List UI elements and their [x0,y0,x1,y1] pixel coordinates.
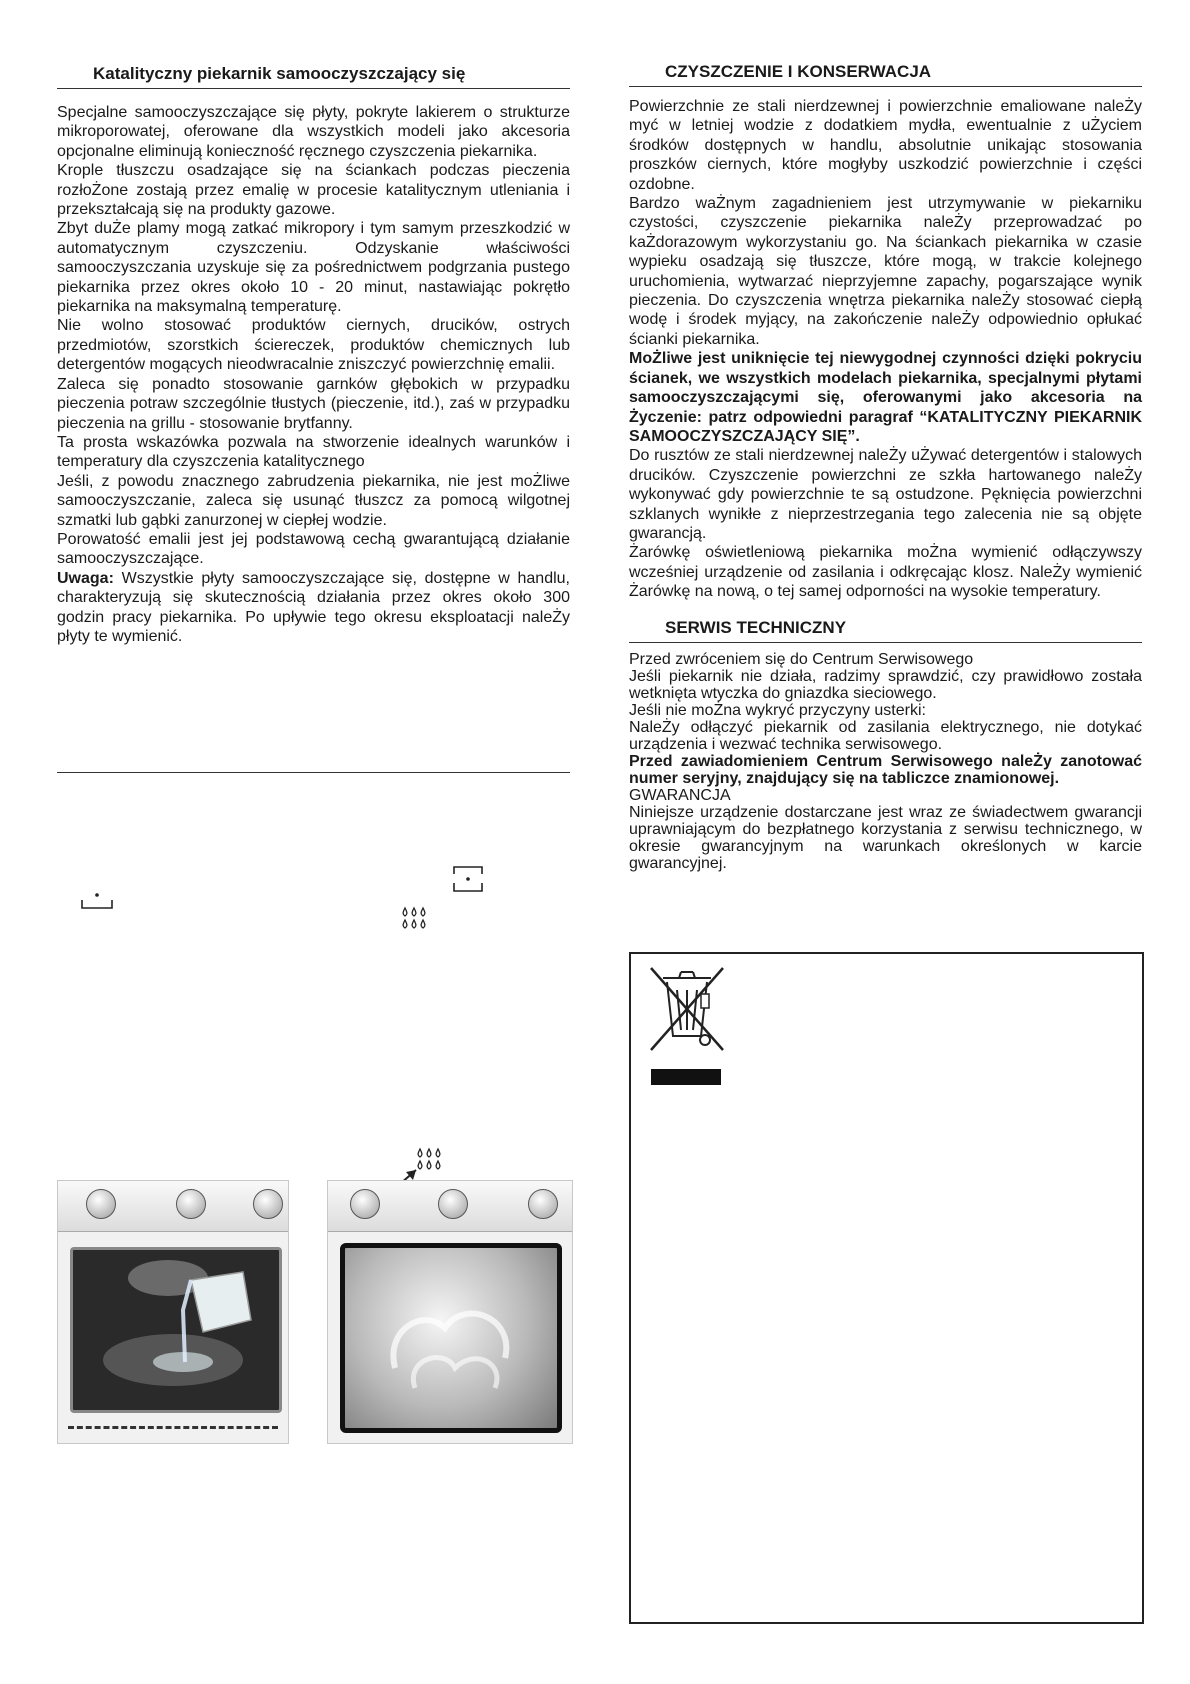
service-line: Przed zwróceniem się do Centrum Serwisowego [629,650,974,668]
service-bold-note: Przed zawiadomieniem Centrum Serwisowego naleŻy zanotować numer seryjny, znajdujący się na tabliczce znamionowej. [629,752,1142,787]
left-paragraph: Zbyt duŻe plamy mogą zatkać mikropory i tym samym przeszkodzić w automatycznym czyszczeniu. Odzyskanie właściwości samooczyszczania uzyskuje się za pośrednictwem podgrzania pustego piekarnika przez okres około 10 - 20 minut, nastawiając pokrętło piekarnika na maksymalną temperaturę. [57,220,570,316]
left-paragraph: Jeśli, z powodu znacznego zabrudzenia piekarnika, nie jest moŻliwe samooczyszczanie, zaleca się usunąć tłuszcz za pomocą wilgotnej szmatki lub gąbki zanurzonej w ciepłej wodzie. [57,472,570,529]
note-text: Wszystkie płyty samooczyszczające się, dostępne w handlu, charakteryzują się skutecznością działania przez okres około 300 godzin pracy piekarnika. Po upływie tego okresu eksploatacji naleŻy płyty te wymienić. [57,569,570,645]
left-paragraph: Specjalne samooczyszczające się płyty, pokryte lakierem o strukturze mikroporowatej, oferowane dla wszystkich modeli jako akcesoria opcjonalne eliminują konieczność ręcznego czyszczenia piekarnika. [57,104,570,160]
oven-knob [528,1189,558,1219]
oven-cavity [70,1247,282,1413]
oven-knob [253,1189,283,1219]
cleaning-bold-paragraph: MoŻliwe jest uniknięcie tej niewygodnej czynności dzięki pokryciu ścianek, we wszystkich modelach piekarnika, specjalnymi płytami samooczyszczającymi się, oferowanymi jako akcesoria na Życzenie: patrz odpowiedni paragraf “KATALITYCZNY PIEKARNIK SAMOOCZYSZCZAJĄCY SIĘ”. [629,350,1142,445]
catalytic-heading: Katalityczny piekarnik samooczyszczający się [57,64,570,89]
left-column [57,64,570,646]
cleaning-paragraph: Powierzchnie ze stali nierdzewnej i powierzchnie emaliowane naleŻy myć w letniej wodzie z dodatkiem mydła, ewentualnie z uŻyciem środków dostępnych w handlu, absolutnie unikając stosowania proszków ciernych, które mogłyby uszkodzić powierzchnie i części ozdobne. [629,98,1142,193]
service-line: Jeśli piekarnik nie działa, radzimy sprawdzić, czy prawidłowo została wetknięta wtyczka do gniazdka sieciowego. [629,667,1142,702]
guarantee-title: GWARANCJA [629,786,731,804]
cleaning-paragraph: Bardzo waŻnym zagadnieniem jest utrzymywanie w piekarniku czystości, czyszczenie piekarnika naleŻy przeprowadzać po kaŻdorazowym wykorzystaniu go. Na ściankach piekarnika w czasie wypieku osadzają się tłuszcze, które mogą, w trakcie kolejnego uruchomienia, wytwarzać nieprzyjemne zapachy, pogarszające wynik pieczenia. Do czyszczenia wnętrza piekarnika naleŻy stosować ciepłą wodę i środek myjący, na zakończenie naleŻy odpowiednio opłukać ścianki piekarnika. [629,195,1142,348]
service-heading: SERWIS TECHNICZNY [629,618,1142,643]
service-line: NaleŻy odłączyć piekarnik od zasilania elektrycznego, nie dotykać urządzenia i wezwać technika serwisowego. [629,718,1142,753]
weee-disposal-box [629,952,1144,1624]
control-panel [58,1181,288,1232]
cleaning-body [629,97,1142,602]
cleaning-paragraph: Żarówkę oświetleniową piekarnika moŻna wymienić odłączywszy wcześniej urządzenie od zasilania i odkręcając klosz. NaleŻy wymienić Żarówkę na nową, o tej samej odporności na wysokie temperatury. [629,544,1142,601]
left-paragraph: Porowatość emalii jest jej podstawową cechą gwarantującą działanie samooczyszczające. [57,530,570,568]
water-jug-icon [73,1250,279,1410]
oven-illustration-pouring [57,1180,289,1444]
oven-illustration-steam [327,1180,573,1444]
left-paragraph: Krople tłuszczu osadzające się na ściankach podczas pieczenia rozłoŻone zostają przez emalię w procesie katalitycznym utleniania i przekształcają się na produkty gazowe. [57,162,570,219]
steam-cloud-icon [345,1248,557,1428]
oven-knob [86,1189,116,1219]
cleaning-heading: CZYSZCZENIE I KONSERWACJA [629,62,1142,87]
bottom-heat-symbol-icon [80,890,114,912]
left-paragraph: Ta prosta wskazówka pozwala na stworzenie idealnych warunków i temperatury dla czyszczenia katalitycznego [57,433,570,471]
steam-cleaning-icon [400,906,428,932]
control-panel [328,1181,572,1232]
catalytic-body [57,103,570,646]
weee-black-bar [651,1069,721,1085]
note-paragraph [57,569,570,647]
oven-cavity [340,1243,562,1433]
oven-knob [176,1189,206,1219]
top-bottom-heat-symbol-icon [452,864,484,894]
left-paragraph: Zaleca się ponadto stosowanie garnków głębokich w przypadku pieczenia potraw szczególnie tłustych (pieczenie, itd.), zaś w przypadku pieczenia na grillu - stosowanie brytfanny. [57,375,570,432]
oven-knob [350,1189,380,1219]
left-paragraph: Nie wolno stosować produktów ciernych, drucików, ostrych przedmiotów, szorstkich ściereczek, produktów chemicznych lub detergentów mogących nieodwracalnie zniszczyć powierzchnię emalii. [57,317,570,374]
oven-knob [438,1189,468,1219]
oven-bottom-vents [68,1426,278,1433]
right-column [629,62,1142,872]
note-label: Uwaga: [57,569,114,587]
guarantee-text: Niniejsze urządzenie dostarczane jest wraz ze świadectwem gwarancji uprawniającym do bezpłatnego korzystania z serwisu technicznego, w okresie gwarancyjnym na warunkach określonych w karcie gwarancyjnej. [629,803,1142,872]
left-divider [57,772,570,773]
crossed-bin-icon [645,964,729,1054]
service-line: Jeśli nie moŻna wykryć przyczyny usterki: [629,701,926,719]
service-body [629,651,1142,872]
cleaning-paragraph: Do rusztów ze stali nierdzewnej naleŻy uŻywać detergentów i stalowych drucików. Czyszczenie powierzchni ze szkła hartowanego naleŻy wykonywać gdy powierzchnie te są ostudzone. Pęknięcia powierzchni szklanych wynikłe z nieprzestrzegania tego zalecenia nie są objęte gwarancją. [629,447,1142,542]
